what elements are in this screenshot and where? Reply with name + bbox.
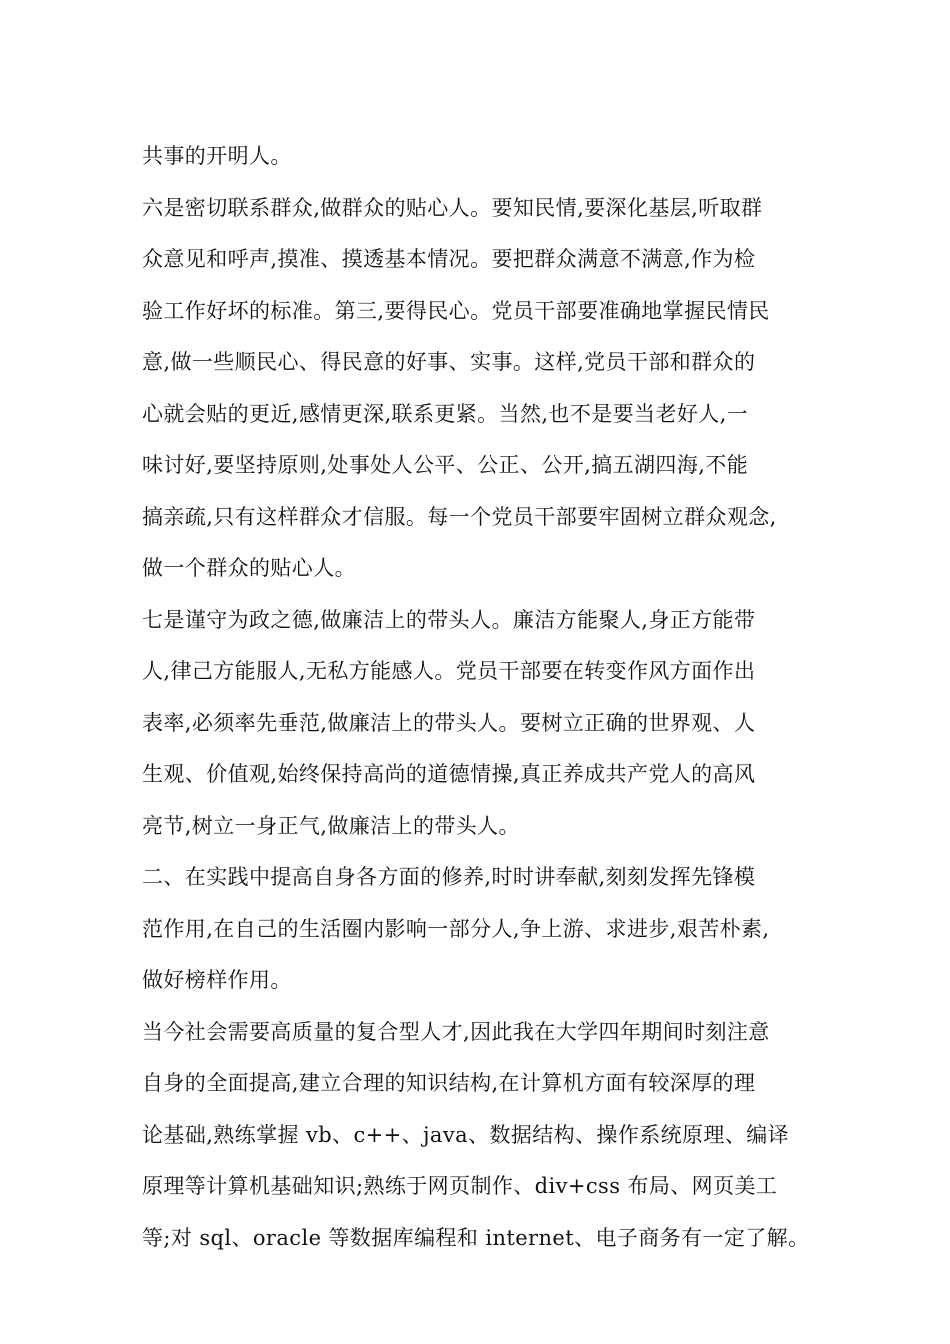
text-line: 做一个群众的贴心人。 [142, 556, 356, 580]
text-line: 亮节,树立一身正气,做廉洁上的带头人。 [142, 813, 520, 838]
text-line: 原理等计算机基础知识;熟练于网页制作、div+css 布局、网页美工 [142, 1174, 778, 1198]
text-line: 意,做一些顺民心、得民意的好事、实事。这样,党员干部和群众的 [142, 350, 756, 374]
text-line: 验工作好坏的标准。第三,要得民心。党员干部要准确地掌握民情民 [142, 298, 770, 323]
text-line: 众意见和呼声,摸准、摸透基本情况。要把群众满意不满意,作为检 [142, 247, 756, 271]
text-line: 七是谨守为政之德,做廉洁上的带头人。廉洁方能聚人,身正方能带 [142, 607, 756, 632]
text-line: 当今社会需要高质量的复合型人才,因此我在大学四年期间时刻注意 [142, 1019, 770, 1044]
text-line: 做好榜样作用。 [142, 968, 292, 992]
text-line: 味讨好,要坚持原则,处事处人公平、公正、公开,搞五湖四海,不能 [142, 453, 749, 477]
text-line: 生观、价值观,始终保持高尚的道德情操,真正养成共产党人的高风 [142, 762, 756, 786]
text-line: 心就会贴的更近,感情更深,联系更紧。当然,也不是要当老好人,一 [142, 401, 749, 426]
text-line: 论基础,熟练掌握 vb、c++、java、数据结构、操作系统原理、编译 [142, 1122, 790, 1147]
text-line: 等;对 sql、oracle 等数据库编程和 internet、电子商务有一定了解。 [142, 1225, 810, 1250]
text-line: 人,律己方能服人,无私方能感人。党员干部要在转变作风方面作出 [142, 659, 756, 683]
text-line: 二、在实践中提高自身各方面的修养,时时讲奉献,刻刻发挥先锋模 [142, 865, 756, 889]
text-line: 自身的全面提高,建立合理的知识结构,在计算机方面有较深厚的理 [142, 1071, 756, 1095]
text-line: 共事的开明人。 [142, 144, 292, 168]
text-line: 范作用,在自己的生活圈内影响一部分人,争上游、求进步,艰苦朴素, [142, 916, 770, 941]
text-line: 六是密切联系群众,做群众的贴心人。要知民情,要深化基层,听取群 [142, 195, 763, 220]
text-line: 搞亲疏,只有这样群众才信服。每一个党员干部要牢固树立群众观念, [142, 504, 777, 529]
document-body [142, 131, 832, 1264]
text-line: 表率,必须率先垂范,做廉洁上的带头人。要树立正确的世界观、人 [142, 710, 756, 735]
